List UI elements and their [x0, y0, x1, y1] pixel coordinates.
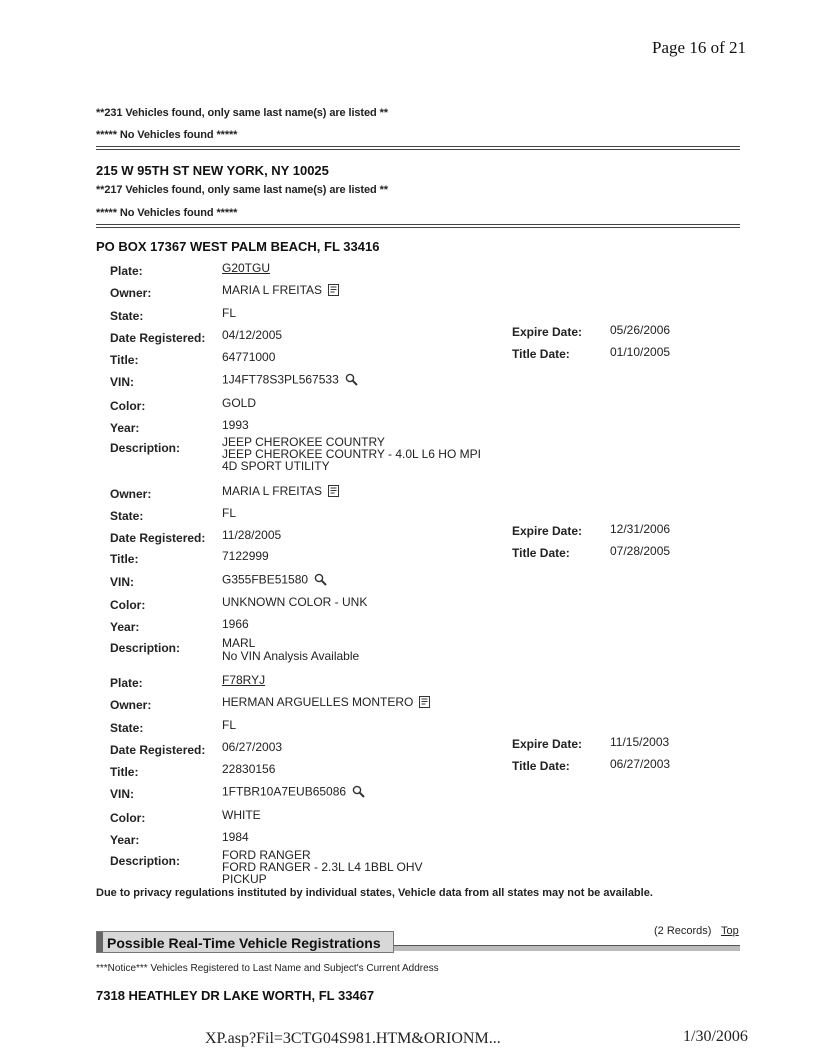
state-label: State:	[110, 509, 144, 523]
vin-value	[222, 785, 365, 800]
owner-value	[222, 485, 340, 499]
owner-value	[222, 696, 431, 710]
divider	[96, 224, 740, 228]
title-date-label: Title Date:	[512, 759, 570, 773]
owner-label: Owner:	[110, 286, 152, 300]
expire-date-value: 12/31/2006	[610, 522, 671, 536]
title-date-label: Title Date:	[512, 546, 570, 560]
state-label: State:	[110, 309, 144, 323]
description-line: FORD RANGER - 2.3L L4 1BBL OHV	[222, 860, 423, 874]
plate-label: Plate:	[110, 264, 143, 278]
title-value: 22830156	[222, 762, 276, 776]
footer-url: XP.asp?Fil=3CTG04S981.HTM&ORIONM...	[205, 1030, 501, 1047]
section-header-accent	[97, 932, 103, 952]
description-label: Description:	[110, 441, 181, 455]
year-value: 1984	[222, 830, 249, 844]
color-value: GOLD	[222, 396, 257, 410]
expire-date-value: 05/26/2006	[610, 323, 671, 337]
year-label: Year:	[110, 421, 140, 435]
search-icon[interactable]	[345, 373, 358, 388]
privacy-notice: Due to privacy regulations instituted by individual states, Vehicle data from all states may not be available.	[96, 887, 653, 899]
state-value: FL	[222, 506, 237, 520]
date-registered-label: Date Registered:	[110, 743, 206, 757]
vehicles-found-note: **231 Vehicles found, only same last name(s) are listed **	[96, 107, 388, 119]
year-value: 1966	[222, 617, 249, 631]
search-icon[interactable]	[314, 573, 327, 588]
vin-number: 1J4FT78S3PL567533	[222, 372, 339, 387]
date-registered-label: Date Registered:	[110, 531, 206, 545]
owner-label: Owner:	[110, 698, 152, 712]
expire-date-label: Expire Date:	[512, 524, 583, 538]
vin-label: VIN:	[110, 375, 134, 389]
owner-value	[222, 284, 340, 298]
description-line: PICKUP	[222, 872, 267, 886]
title-date-value: 06/27/2003	[610, 757, 671, 771]
expire-date-value: 11/15/2003	[610, 735, 670, 749]
state-label: State:	[110, 721, 144, 735]
title-value: 7122999	[222, 549, 269, 563]
owner-name: MARIA L FREITAS	[222, 283, 323, 298]
date-registered-value: 06/27/2003	[222, 740, 283, 754]
owner-name: HERMAN ARGUELLES MONTERO	[222, 695, 414, 710]
address-heading: 215 W 95TH ST NEW YORK, NY 10025	[96, 163, 329, 178]
search-icon[interactable]	[352, 785, 365, 800]
vehicles-found-note: **217 Vehicles found, only same last name(s) are listed **	[96, 184, 388, 196]
expire-date-label: Expire Date:	[512, 737, 583, 751]
date-registered-label: Date Registered:	[110, 331, 206, 345]
title-label: Title:	[110, 765, 139, 779]
description-label: Description:	[110, 854, 181, 868]
color-label: Color:	[110, 598, 146, 612]
plate-link[interactable]: F78RYJ	[222, 673, 266, 687]
report-icon[interactable]	[328, 284, 340, 298]
report-icon[interactable]	[328, 485, 340, 499]
title-date-value: 01/10/2005	[610, 345, 671, 359]
report-icon[interactable]	[419, 696, 431, 710]
section-title: Possible Real-Time Vehicle Registrations	[107, 935, 381, 951]
state-value: FL	[222, 718, 237, 732]
vin-value	[222, 573, 327, 588]
notice-text: ***Notice*** Vehicles Registered to Last Name and Subject's Current Address	[96, 963, 439, 974]
color-label: Color:	[110, 399, 146, 413]
vin-label: VIN:	[110, 787, 134, 801]
vin-label: VIN:	[110, 575, 134, 589]
color-value: WHITE	[222, 808, 261, 822]
owner-name: MARIA L FREITAS	[222, 484, 323, 499]
divider	[96, 146, 740, 150]
footer-date: 1/30/2006	[683, 1028, 748, 1045]
address-heading: PO BOX 17367 WEST PALM BEACH, FL 33416	[96, 239, 380, 254]
description-line: 4D SPORT UTILITY	[222, 459, 330, 473]
title-label: Title:	[110, 552, 139, 566]
description-line: JEEP CHEROKEE COUNTRY - 4.0L L6 HO MPI	[222, 447, 481, 461]
no-vehicles-note: ***** No Vehicles found *****	[96, 207, 238, 219]
expire-date-label: Expire Date:	[512, 325, 583, 339]
color-value: UNKNOWN COLOR - UNK	[222, 595, 368, 609]
state-value: FL	[222, 306, 237, 320]
section-rule	[394, 945, 740, 951]
no-vehicles-note: ***** No Vehicles found *****	[96, 129, 238, 141]
owner-label: Owner:	[110, 487, 152, 501]
vin-number: 1FTBR10A7EUB65086	[222, 784, 347, 799]
year-label: Year:	[110, 833, 140, 847]
plate-link[interactable]: G20TGU	[222, 261, 271, 275]
date-registered-value: 04/12/2005	[222, 328, 283, 342]
title-date-label: Title Date:	[512, 347, 570, 361]
description-line: No VIN Analysis Available	[222, 649, 360, 663]
current-address: 7318 HEATHLEY DR LAKE WORTH, FL 33467	[96, 988, 375, 1003]
description-line: MARL	[222, 636, 256, 650]
title-label: Title:	[110, 353, 139, 367]
title-value: 64771000	[222, 350, 276, 364]
description-line: FORD RANGER	[222, 848, 311, 862]
section-header	[96, 931, 394, 953]
vin-number: G355FBE51580	[222, 572, 309, 587]
description-label: Description:	[110, 641, 181, 655]
records-count: (2 Records)	[654, 925, 712, 937]
year-label: Year:	[110, 620, 140, 634]
top-link[interactable]: Top	[721, 925, 739, 937]
year-value: 1993	[222, 418, 249, 432]
vin-value	[222, 373, 358, 388]
color-label: Color:	[110, 811, 146, 825]
page-number: Page 16 of 21	[652, 38, 746, 57]
title-date-value: 07/28/2005	[610, 544, 671, 558]
description-line: JEEP CHEROKEE COUNTRY	[222, 435, 385, 449]
plate-label: Plate:	[110, 676, 143, 690]
date-registered-value: 11/28/2005	[222, 528, 282, 542]
